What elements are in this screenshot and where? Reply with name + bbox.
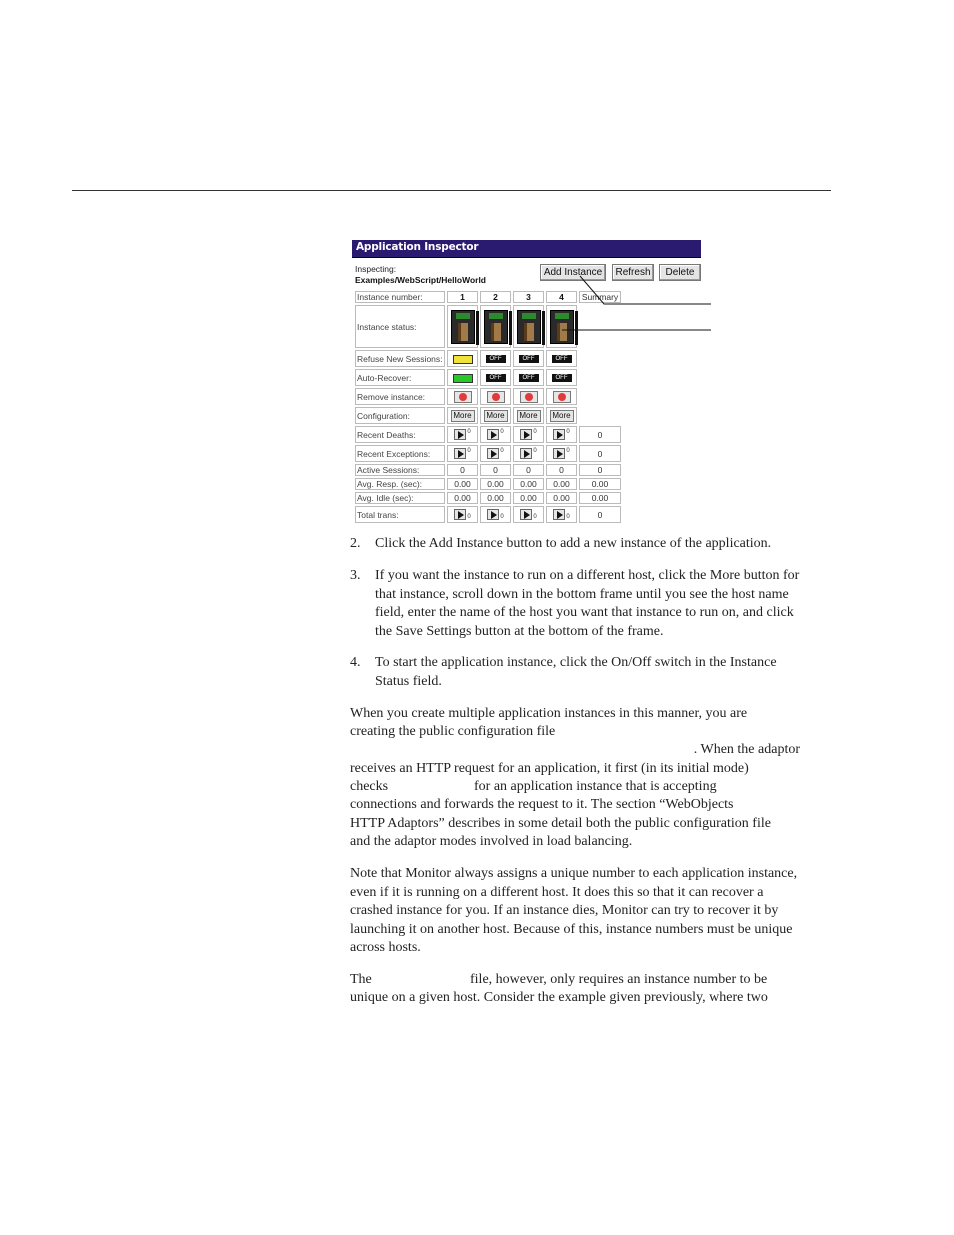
active-sessions-label: Active Sessions:: [355, 464, 445, 476]
table-row: [355, 350, 621, 367]
play-icon[interactable]: [454, 429, 466, 440]
application-inspector-screenshot: [352, 240, 701, 522]
inspecting-label: Inspecting:: [355, 264, 397, 274]
instance-col-4: 4: [546, 291, 577, 303]
active-value: 0: [480, 464, 511, 476]
table-row: [355, 426, 621, 443]
off-switch[interactable]: OFF: [552, 374, 572, 382]
step-number: 2.: [350, 536, 361, 551]
resp-value: 0.00: [447, 478, 478, 490]
play-icon[interactable]: [520, 429, 532, 440]
step-4: [350, 654, 810, 691]
table-row: [355, 445, 621, 462]
delete-button[interactable]: Delete: [659, 264, 701, 281]
exceptions-value: 0: [533, 447, 537, 454]
total-trans-label: Total trans:: [355, 506, 445, 523]
inspecting-path: Examples/WebScript/HelloWorld: [355, 275, 486, 285]
on-indicator-icon[interactable]: [453, 374, 473, 383]
para1-line6: connections and forwards the request to it. The section “WebObjects: [350, 797, 734, 812]
deaths-value: 0: [533, 428, 537, 435]
trans-value: 0: [533, 514, 537, 521]
active-value: 0: [513, 464, 544, 476]
avg-idle-label: Avg. Idle (sec):: [355, 492, 445, 504]
off-switch[interactable]: OFF: [519, 374, 539, 382]
step-number: 3.: [350, 568, 361, 583]
configuration-label: Configuration:: [355, 407, 445, 424]
idle-value: 0.00: [513, 492, 544, 504]
instance-status-label: Instance status:: [355, 305, 445, 348]
remove-icon[interactable]: [553, 391, 571, 403]
inspector-titlebar: [352, 240, 701, 258]
para3-line1: file, however, only requires an instance number to be: [470, 972, 768, 987]
refuse-sessions-label: Refuse New Sessions:: [355, 350, 445, 367]
exceptions-value: 0: [566, 447, 570, 454]
para3-lead: The: [350, 972, 372, 987]
table-row: [355, 506, 621, 523]
remove-icon[interactable]: [454, 391, 472, 403]
recent-exceptions-label: Recent Exceptions:: [355, 445, 445, 462]
para1-line5a: checks: [350, 779, 389, 794]
more-button[interactable]: More: [517, 410, 541, 422]
table-row: [355, 478, 621, 490]
para1-line7: HTTP Adaptors” describes in some detail both the public configuration file: [350, 816, 771, 831]
inspector-title: Application Inspector: [356, 241, 479, 253]
idle-value: 0.00: [546, 492, 577, 504]
more-button[interactable]: More: [484, 410, 508, 422]
para1-line5b: for an application instance that is accepting: [474, 779, 717, 794]
step-text: To start the application instance, click the On/Off switch in the Instance Status field.: [375, 655, 777, 689]
deaths-value: 0: [500, 428, 504, 435]
recent-deaths-label: Recent Deaths:: [355, 426, 445, 443]
exceptions-value: 0: [467, 447, 471, 454]
para1-line4: receives an HTTP request for an application, it first (in its initial mode): [350, 761, 749, 776]
table-row: [355, 369, 621, 386]
resp-summary: 0.00: [579, 478, 621, 490]
play-icon[interactable]: [454, 448, 466, 459]
trans-summary: 0: [579, 506, 621, 523]
active-summary: 0: [579, 464, 621, 476]
active-value: 0: [546, 464, 577, 476]
play-icon[interactable]: [553, 429, 565, 440]
table-row: [355, 388, 621, 405]
play-icon[interactable]: [487, 448, 499, 459]
remove-icon[interactable]: [520, 391, 538, 403]
play-icon[interactable]: [454, 509, 466, 520]
refresh-button[interactable]: Refresh: [612, 264, 654, 281]
para3-line2: unique on a given host. Consider the example given previously, where two: [350, 990, 768, 1005]
resp-value: 0.00: [546, 478, 577, 490]
instance-col-1: 1: [447, 291, 478, 303]
para1-line1: When you create multiple application instances in this manner, you are: [350, 706, 748, 721]
play-icon[interactable]: [487, 509, 499, 520]
deaths-summary: 0: [579, 426, 621, 443]
idle-value: 0.00: [480, 492, 511, 504]
table-row: [355, 492, 621, 504]
para1-line3: . When the adaptor: [693, 742, 800, 757]
instance-table: [353, 289, 623, 525]
active-value: 0: [447, 464, 478, 476]
play-icon[interactable]: [553, 509, 565, 520]
step-2: [350, 535, 810, 554]
remove-instance-label: Remove instance:: [355, 388, 445, 405]
table-row: [355, 291, 621, 303]
deaths-value: 0: [566, 428, 570, 435]
on-indicator-icon[interactable]: [453, 355, 473, 364]
para1-line8: and the adaptor modes involved in load balancing.: [350, 834, 633, 849]
resp-value: 0.00: [513, 478, 544, 490]
instance-number-label: Instance number:: [355, 291, 445, 303]
resp-value: 0.00: [480, 478, 511, 490]
instance-switch-icon[interactable]: [451, 310, 475, 344]
instance-switch-icon[interactable]: [484, 310, 508, 344]
instance-col-2: 2: [480, 291, 511, 303]
step-text: If you want the instance to run on a different host, click the More button for that instance, scroll down in the bottom frame until you see the host name field, enter the name of the host you want that instance to run on, and click the Save Settings button at the bottom of the frame.: [375, 568, 800, 639]
para1-line2: creating the public configuration file: [350, 724, 556, 739]
idle-summary: 0.00: [579, 492, 621, 504]
step-text: Click the Add Instance button to add a new instance of the application.: [375, 536, 772, 551]
header-rule: [72, 190, 831, 191]
para2: Note that Monitor always assigns a unique number to each application instance, even if it is running on a different host. It does this so that it can recover a crashed instance for you. If an instance dies, Monitor can try to recover it by launching it on another host. Because of this, instance numbers must be unique across hosts.: [350, 866, 798, 955]
auto-recover-label: Auto-Recover:: [355, 369, 445, 386]
instance-col-3: 3: [513, 291, 544, 303]
exceptions-value: 0: [500, 447, 504, 454]
play-icon[interactable]: [520, 448, 532, 459]
off-switch[interactable]: OFF: [552, 355, 572, 363]
remove-icon[interactable]: [487, 391, 505, 403]
off-switch[interactable]: OFF: [486, 355, 506, 363]
step-number: 4.: [350, 655, 361, 670]
add-instance-button[interactable]: Add Instance: [540, 264, 606, 281]
play-icon[interactable]: [487, 429, 499, 440]
exceptions-summary: 0: [579, 445, 621, 462]
table-row: [355, 407, 621, 424]
avg-resp-label: Avg. Resp. (sec):: [355, 478, 445, 490]
trans-value: 0: [566, 514, 570, 521]
deaths-value: 0: [467, 428, 471, 435]
trans-value: 0: [467, 514, 471, 521]
step-3: [350, 567, 810, 641]
trans-value: 0: [500, 514, 504, 521]
table-row: [355, 464, 621, 476]
off-switch[interactable]: OFF: [486, 374, 506, 382]
table-row: [355, 305, 621, 348]
instance-switch-icon[interactable]: [517, 310, 541, 344]
more-button[interactable]: More: [550, 410, 574, 422]
play-icon[interactable]: [553, 448, 565, 459]
more-button[interactable]: More: [451, 410, 475, 422]
off-switch[interactable]: OFF: [519, 355, 539, 363]
instance-switch-icon[interactable]: [550, 310, 574, 344]
play-icon[interactable]: [520, 509, 532, 520]
idle-value: 0.00: [447, 492, 478, 504]
summary-col: Summary: [579, 291, 621, 303]
